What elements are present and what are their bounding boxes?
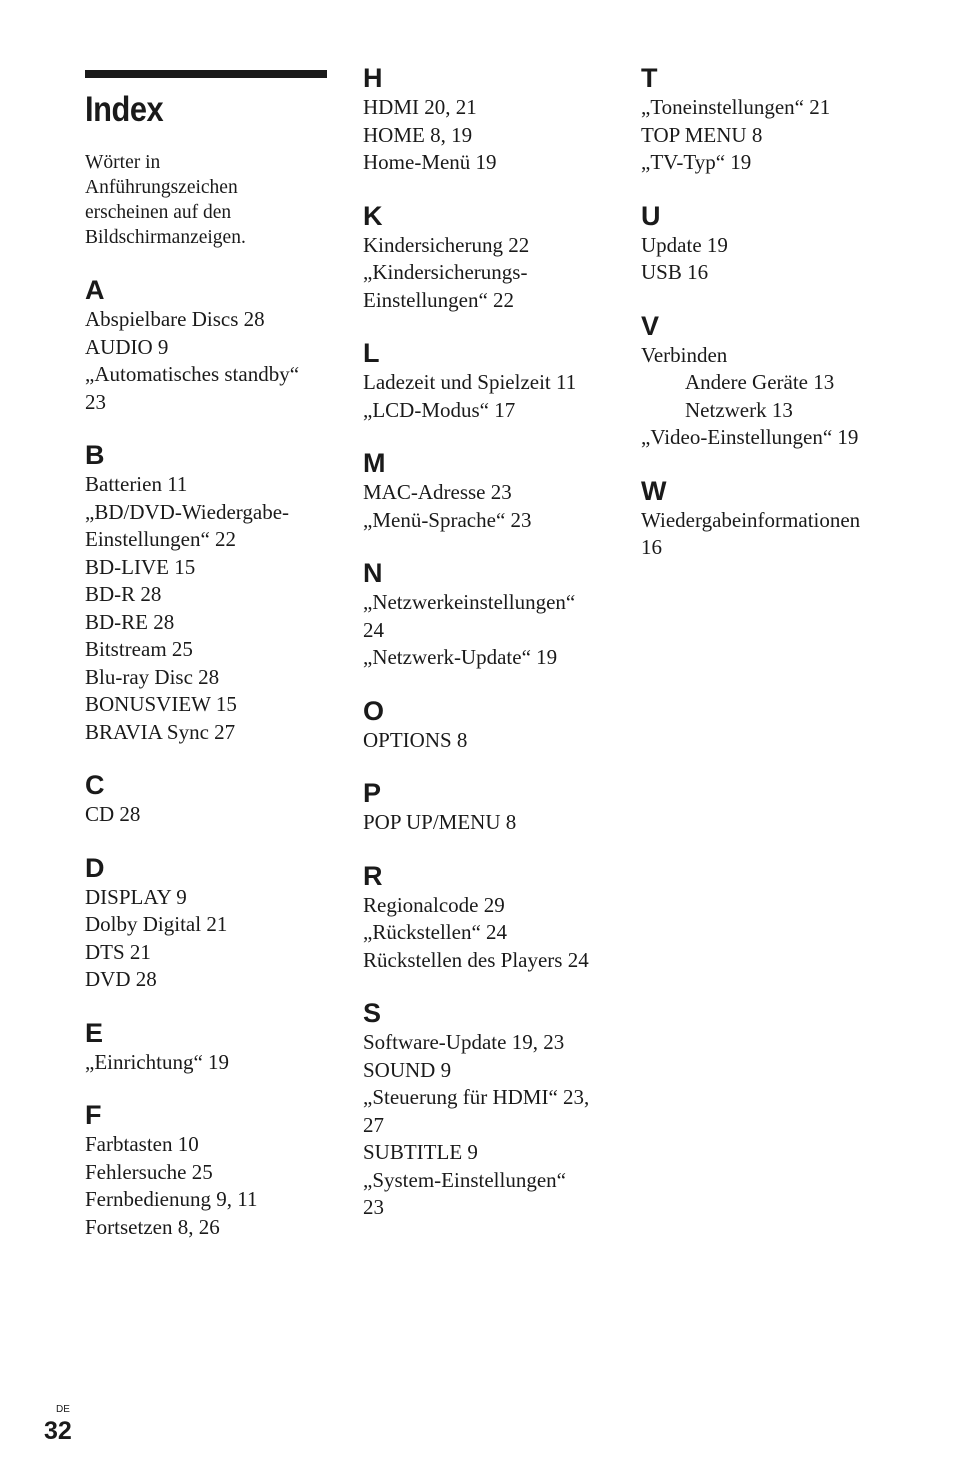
- index-entry: Bitstream 25: [85, 637, 193, 661]
- index-section-l: [363, 337, 618, 424]
- index-section-s: [363, 997, 618, 1222]
- index-section-f: [85, 1099, 335, 1241]
- index-entry: Dolby Digital 21: [85, 912, 228, 936]
- sections-right: [641, 62, 921, 562]
- section-letter: P: [363, 778, 382, 808]
- section-letter: F: [85, 1100, 102, 1130]
- index-entry: Blu-ray Disc 28: [85, 664, 220, 689]
- index-entry: 23: [85, 389, 106, 414]
- index-entry: Ladezeit und Spielzeit 11: [363, 370, 577, 394]
- index-entry: Verbinden: [641, 342, 728, 367]
- index-entry: „Menü-Sprache“ 23: [363, 507, 532, 532]
- index-entry: Fehlersuche 25: [85, 1159, 213, 1184]
- title-rule: [85, 70, 327, 78]
- index-entry: AUDIO 9: [85, 334, 169, 359]
- index-entry: Einstellungen“ 22: [85, 527, 237, 551]
- page-footer: [44, 1404, 72, 1446]
- section-letter: C: [85, 770, 105, 800]
- index-entry: SUBTITLE 9: [363, 1140, 478, 1164]
- index-entry: CD 28: [85, 802, 141, 826]
- section-letter: T: [641, 63, 658, 93]
- page-title: Index: [85, 90, 164, 129]
- index-entry: OPTIONS 8: [363, 727, 468, 752]
- index-section-p: [363, 777, 618, 837]
- section-letter: L: [363, 338, 380, 368]
- index-entry: „BD/DVD-Wiedergabe-: [85, 499, 290, 524]
- index-entry: Wiedergabeinformationen: [641, 507, 861, 532]
- intro-note: [85, 150, 335, 250]
- index-section-v: [641, 310, 921, 452]
- section-letter: K: [363, 200, 383, 231]
- section-letter: W: [641, 475, 667, 506]
- index-entry: „Kindersicherungs-: [363, 260, 528, 284]
- index-section-w: [641, 475, 921, 562]
- section-letter: B: [85, 440, 105, 470]
- index-section-d: [85, 852, 335, 994]
- index-entry: Fernbedienung 9, 11: [85, 1187, 258, 1211]
- index-entry: „Netzwerkeinstellungen“: [363, 590, 576, 614]
- index-entry: 27: [363, 1112, 384, 1137]
- intro-line: Wörter in: [85, 152, 161, 173]
- section-letter: E: [85, 1017, 104, 1048]
- index-entry: „Automatisches standby“: [85, 362, 300, 386]
- intro-line: Bildschirmanzeigen.: [85, 227, 246, 248]
- index-entry: „Netzwerk-Update“ 19: [363, 645, 558, 669]
- index-section-h: [363, 62, 618, 177]
- intro-line: Anführungszeichen: [85, 177, 238, 198]
- index-section-c: [85, 769, 335, 829]
- section-letter: M: [363, 448, 386, 478]
- section-letter: S: [363, 998, 382, 1028]
- index-entry: 16: [641, 535, 662, 559]
- index-entry: HOME 8, 19: [363, 122, 473, 147]
- index-entry: Kindersicherung 22: [363, 232, 530, 257]
- index-entry: „TV-Typ“ 19: [641, 150, 752, 174]
- index-entry: „Toneinstellungen“ 21: [641, 95, 831, 119]
- section-letter: H: [363, 63, 383, 93]
- index-entry: Home-Menü 19: [363, 150, 497, 174]
- sections-middle: [363, 62, 618, 1222]
- intro-line: erscheinen auf den: [85, 202, 232, 223]
- index-entry: BD-LIVE 15: [85, 554, 196, 579]
- index-entry: DISPLAY 9: [85, 884, 187, 909]
- index-section-a: [85, 274, 335, 416]
- index-entry: „Steuerung für HDMI“ 23,: [363, 1085, 590, 1109]
- section-letter: O: [363, 695, 385, 726]
- section-letter: N: [363, 558, 383, 588]
- index-section-e: [85, 1017, 335, 1077]
- index-column-middle: [363, 62, 618, 1245]
- index-subentry: Andere Geräte 13: [685, 370, 835, 394]
- index-entry: USB 16: [641, 260, 709, 284]
- index-entry: HDMI 20, 21: [363, 95, 477, 119]
- index-entry: BONUSVIEW 15: [85, 692, 237, 716]
- index-entry: „Einrichtung“ 19: [85, 1049, 230, 1074]
- index-entry: Rückstellen des Players 24: [363, 947, 589, 972]
- index-column-right: [641, 62, 921, 585]
- index-entry: Software-Update 19, 23: [363, 1030, 565, 1054]
- index-subentry: Netzwerk 13: [685, 397, 793, 422]
- index-entry: 24: [363, 617, 384, 642]
- index-entry: DTS 21: [85, 939, 151, 964]
- index-entry: BD-R 28: [85, 582, 162, 606]
- index-section-k: [363, 200, 618, 315]
- index-entry: Batterien 11: [85, 472, 188, 496]
- index-entry: Abspielbare Discs 28: [85, 307, 265, 331]
- index-entry: TOP MENU 8: [641, 122, 763, 147]
- section-letter: D: [85, 852, 105, 883]
- index-entry: Einstellungen“ 22: [363, 287, 515, 312]
- index-entry: DVD 28: [85, 967, 157, 991]
- section-letter: U: [641, 200, 661, 231]
- section-letter: V: [641, 310, 660, 341]
- index-section-u: [641, 200, 921, 287]
- index-entry: MAC-Adresse 23: [363, 480, 512, 504]
- page-language: DE: [56, 1404, 70, 1415]
- index-entry: „Video-Einstellungen“ 19: [641, 425, 859, 449]
- index-entry: „System-Einstellungen“: [363, 1167, 566, 1192]
- section-letter: R: [363, 860, 383, 891]
- index-section-r: [363, 860, 618, 975]
- index-entry: Farbtasten 10: [85, 1132, 199, 1156]
- index-section-b: [85, 439, 335, 746]
- index-section-t: [641, 62, 921, 177]
- index-section-m: [363, 447, 618, 534]
- index-entry: Fortsetzen 8, 26: [85, 1214, 220, 1239]
- index-entry: „LCD-Modus“ 17: [363, 397, 516, 422]
- index-entry: Regionalcode 29: [363, 892, 505, 917]
- index-entry: BD-RE 28: [85, 609, 175, 634]
- index-entry: BRAVIA Sync 27: [85, 719, 236, 744]
- index-section-o: [363, 695, 618, 755]
- sections-left: [85, 274, 335, 1241]
- index-entry: Update 19: [641, 232, 728, 257]
- page-number: 32: [44, 1417, 72, 1445]
- section-letter: A: [85, 275, 105, 305]
- index-entry: „Rückstellen“ 24: [363, 920, 508, 944]
- index-column-left: [85, 62, 335, 1264]
- index-entry: 23: [363, 1195, 384, 1219]
- index-entry: SOUND 9: [363, 1057, 452, 1082]
- index-entry: POP UP/MENU 8: [363, 810, 517, 834]
- index-section-n: [363, 557, 618, 672]
